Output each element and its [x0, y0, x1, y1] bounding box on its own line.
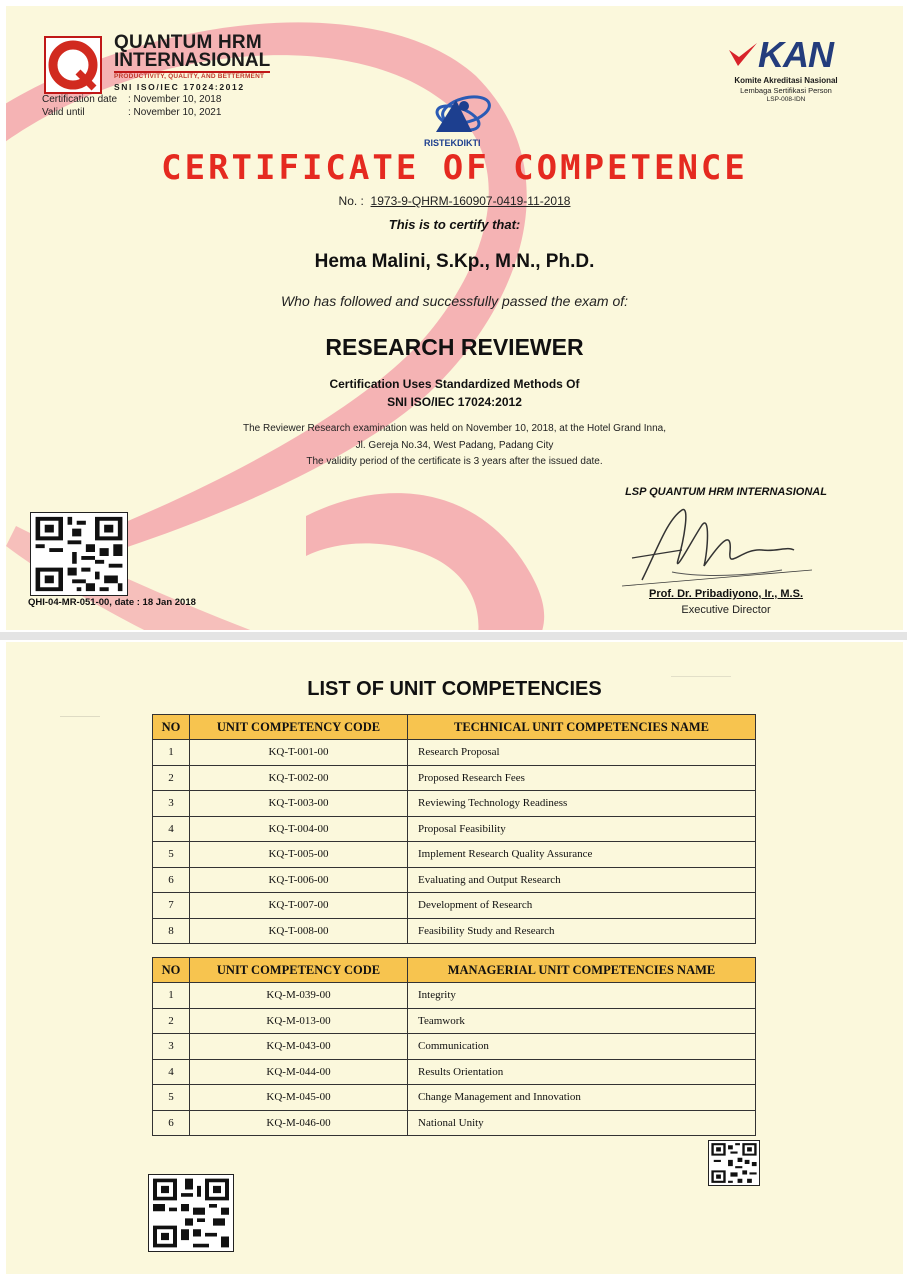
row-code: KQ-T-002-00 — [190, 765, 408, 791]
kan-check-icon — [728, 42, 758, 68]
kan-line3: LSP-008-IDN — [766, 96, 806, 103]
issuer-tagline: PRODUCTIVITY, QUALITY, AND BETTERMENT — [114, 73, 265, 80]
quantum-logo-icon — [44, 36, 102, 94]
body-line1: The Reviewer Research examination was held on November 10, 2018, at the Hotel Grand Inna, — [242, 423, 666, 434]
header-name: TECHNICAL UNIT COMPETENCIES NAME — [408, 715, 756, 740]
certificate-number-label: No. : — [338, 194, 364, 208]
row-no: 3 — [153, 791, 190, 817]
body-line2: Jl. Gereja No.34, West Padang, Padang City — [355, 440, 554, 451]
table-row — [153, 765, 756, 791]
row-no: 1 — [153, 983, 190, 1009]
issuer-name-line2: INTERNASIONAL — [114, 50, 271, 71]
row-code: KQ-M-046-00 — [190, 1110, 408, 1136]
header-code: UNIT COMPETENCY CODE — [190, 958, 408, 983]
header-code: UNIT COMPETENCY CODE — [190, 715, 408, 740]
header-no: NO — [153, 715, 190, 740]
row-code: KQ-T-007-00 — [190, 893, 408, 919]
header-no: NO — [153, 958, 190, 983]
row-code: KQ-M-039-00 — [190, 983, 408, 1009]
followed-text: Who has followed and successfully passed the exam of: — [280, 293, 629, 309]
row-code: KQ-M-013-00 — [190, 1008, 408, 1034]
managerial-competencies-table — [152, 957, 756, 1136]
row-no: 4 — [153, 816, 190, 842]
page-separator — [0, 632, 907, 640]
row-name: Reviewing Technology Readiness — [408, 791, 756, 817]
row-no: 2 — [153, 765, 190, 791]
row-no: 6 — [153, 1110, 190, 1136]
holder-name: Hema Malini, S.Kp., M.N., Ph.D. — [314, 251, 595, 272]
row-code: KQ-T-004-00 — [190, 816, 408, 842]
certify-text: This is to certify that: — [388, 217, 521, 232]
row-name: Proposal Feasibility — [408, 816, 756, 842]
lsp-name: LSP QUANTUM HRM INTERNASIONAL — [625, 486, 827, 498]
valid-until-value: : November 10, 2021 — [128, 107, 222, 118]
row-name: Teamwork — [408, 1008, 756, 1034]
signatory-name: Prof. Dr. Pribadiyono, Ir., M.S. — [648, 588, 804, 600]
row-no: 7 — [153, 893, 190, 919]
unit-competencies-page — [6, 642, 903, 1274]
table-row — [153, 893, 756, 919]
certification-dates — [42, 93, 221, 119]
valid-until-label: Valid until — [42, 107, 85, 118]
kan-line2: Lembaga Sertifikasi Person — [740, 86, 832, 95]
body-line3: The validity period of the certificate is 3 years after the issued date. — [306, 456, 603, 467]
row-code: KQ-M-045-00 — [190, 1085, 408, 1111]
row-name: Integrity — [408, 983, 756, 1009]
table-row — [153, 1059, 756, 1085]
exam-title: RESEARCH REVIEWER — [325, 334, 584, 360]
row-name: Evaluating and Output Research — [408, 867, 756, 893]
table-row — [153, 1085, 756, 1111]
row-code: KQ-T-003-00 — [190, 791, 408, 817]
cert-date-value: : November 10, 2018 — [128, 94, 222, 105]
row-code: KQ-T-008-00 — [190, 918, 408, 944]
standard-line1: Certification Uses Standardized Methods Of — [329, 377, 580, 391]
row-name: Change Management and Innovation — [408, 1085, 756, 1111]
table-row — [153, 740, 756, 766]
document-code: QHI-04-MR-051-00, date : 18 Jan 2018 — [28, 597, 196, 608]
row-no: 8 — [153, 918, 190, 944]
table-row — [153, 1034, 756, 1060]
row-name: Proposed Research Fees — [408, 765, 756, 791]
table-row — [153, 1110, 756, 1136]
signature-image — [612, 500, 822, 588]
row-no: 6 — [153, 867, 190, 893]
table-header-row — [153, 715, 756, 740]
header-name: MANAGERIAL UNIT COMPETENCIES NAME — [408, 958, 756, 983]
row-no: 5 — [153, 842, 190, 868]
certificate-number-value: 1973-9-QHRM-160907-0419-11-2018 — [370, 194, 571, 208]
ristekdikti-label: RISTEKDIKTI — [424, 138, 481, 148]
row-code: KQ-T-005-00 — [190, 842, 408, 868]
row-name: Research Proposal — [408, 740, 756, 766]
signatory-role: Executive Director — [681, 604, 771, 616]
row-no: 5 — [153, 1085, 190, 1111]
table-row — [153, 842, 756, 868]
issuer-standard: SNI ISO/IEC 17024:2012 — [114, 82, 245, 92]
table-row — [153, 816, 756, 842]
issuer-name-line1: QUANTUM HRM — [114, 32, 262, 53]
qr-code-icon — [708, 1140, 760, 1186]
standard-line2: SNI ISO/IEC 17024:2012 — [387, 395, 522, 409]
kan-line1: Komite Akreditasi Nasional — [734, 76, 838, 85]
technical-competencies-table — [152, 714, 756, 944]
faint-bleedthrough-left — [60, 716, 100, 737]
row-no: 2 — [153, 1008, 190, 1034]
table-row — [153, 983, 756, 1009]
table-row — [153, 918, 756, 944]
row-no: 4 — [153, 1059, 190, 1085]
row-code: KQ-T-001-00 — [190, 740, 408, 766]
table-row — [153, 791, 756, 817]
row-code: KQ-M-043-00 — [190, 1034, 408, 1060]
row-no: 3 — [153, 1034, 190, 1060]
units-title: LIST OF UNIT COMPETENCIES — [307, 678, 602, 700]
row-name: Results Orientation — [408, 1059, 756, 1085]
row-name: Feasibility Study and Research — [408, 918, 756, 944]
row-name: Development of Research — [408, 893, 756, 919]
qr-code-icon — [148, 1174, 234, 1252]
table-header-row — [153, 958, 756, 983]
row-name: National Unity — [408, 1110, 756, 1136]
certificate-title: CERTIFICATE OF COMPETENCE — [161, 148, 748, 188]
row-code: KQ-M-044-00 — [190, 1059, 408, 1085]
qr-code-icon — [30, 512, 128, 596]
certificate-number — [6, 194, 903, 208]
table-row — [153, 867, 756, 893]
certificate-page — [6, 6, 903, 630]
kan-logo-text: KAN — [758, 34, 833, 75]
table-row — [153, 1008, 756, 1034]
row-name: Implement Research Quality Assurance — [408, 842, 756, 868]
row-no: 1 — [153, 740, 190, 766]
cert-date-label: Certification date — [42, 94, 118, 105]
row-code: KQ-T-006-00 — [190, 867, 408, 893]
row-name: Communication — [408, 1034, 756, 1060]
